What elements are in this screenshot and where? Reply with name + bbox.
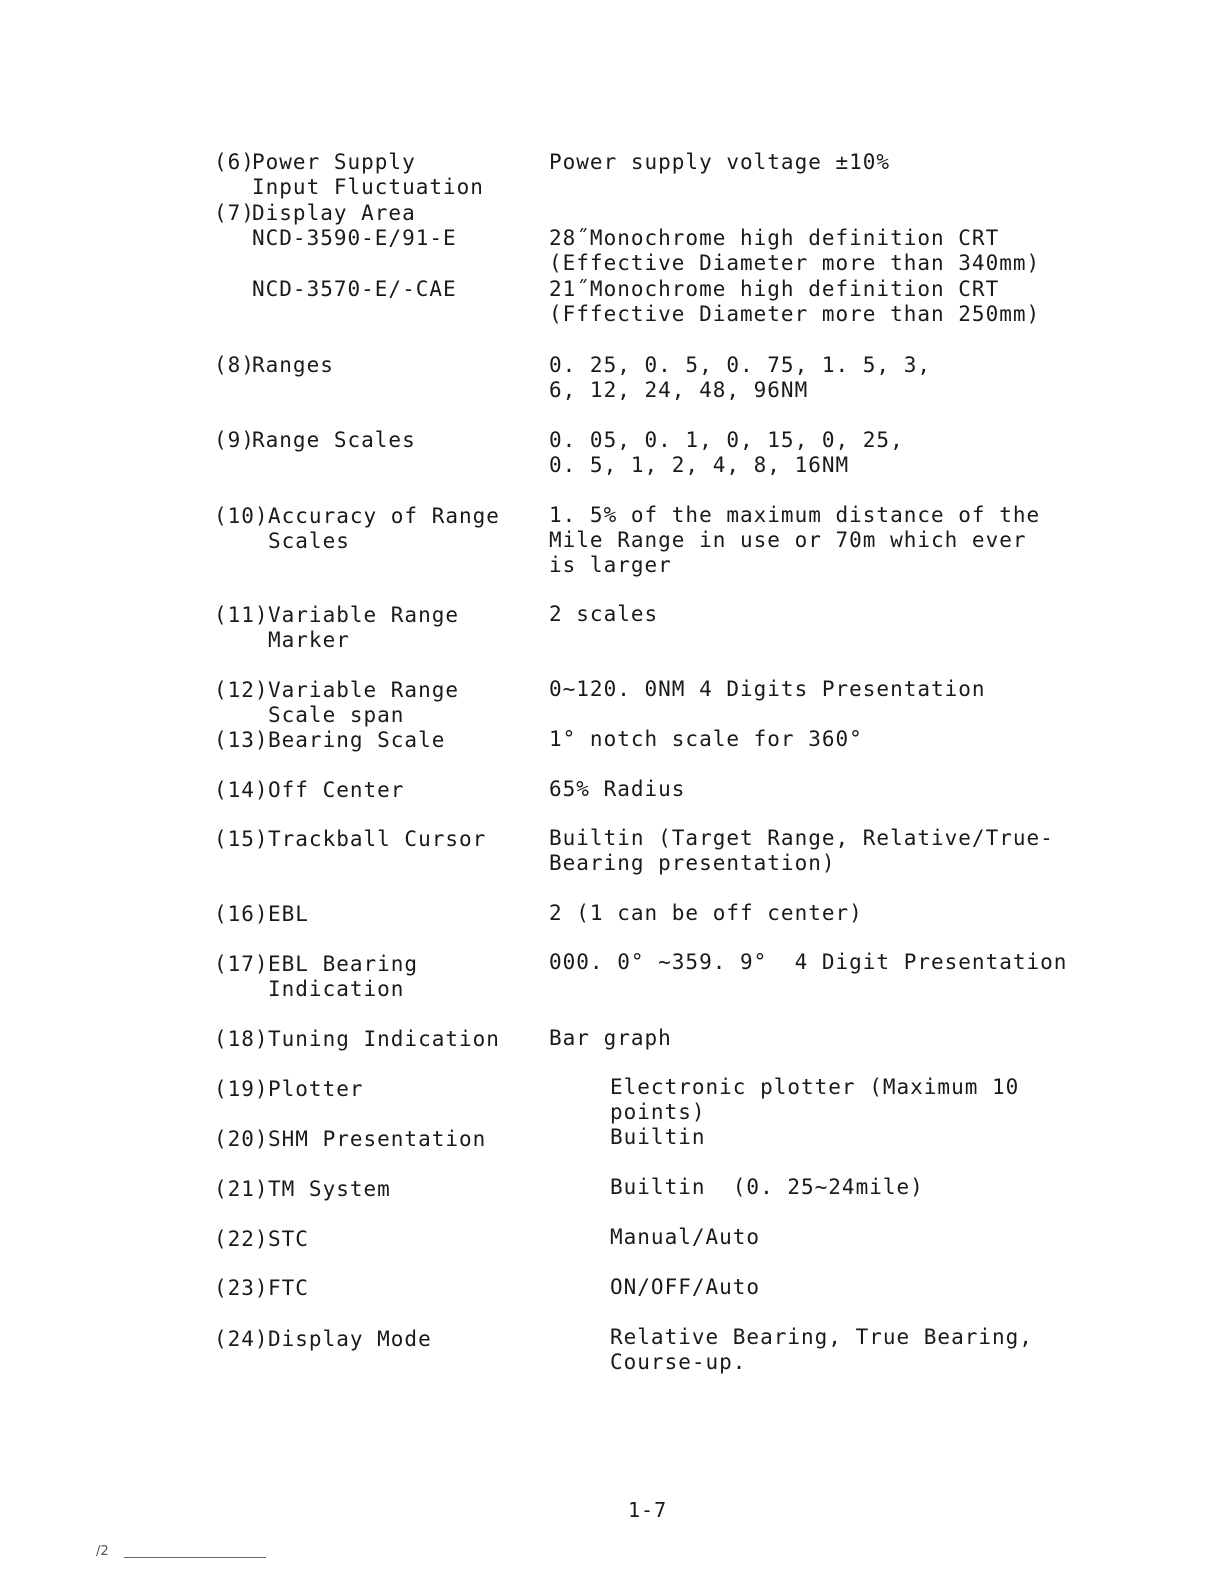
spec-label: Marker [268,628,350,652]
spec-value: Builtin [610,1125,706,1149]
item-number: (18) [214,1027,269,1051]
item-number: (14) [214,778,269,802]
item-number: (21) [214,1177,269,1201]
item-number: (15) [214,827,269,851]
item-number: (7) [214,201,255,225]
spec-value: Course-up. [610,1350,747,1374]
spec-value: 65% Radius [549,777,686,801]
spec-label: NCD-3590-E/91-E [252,226,457,250]
spec-label: NCD-3570-E/-CAE [252,277,457,301]
spec-value: is larger [549,553,672,577]
spec-value: 2 scales [549,602,659,626]
spec-label: Scales [268,529,350,553]
spec-label: Scale span [268,703,405,727]
spec-value: Power supply voltage ±10% [549,150,891,174]
item-number: (16) [214,902,269,926]
spec-value: 21˝Monochrome high definition CRT [549,277,1000,301]
spec-value: 0. 05, 0. 1, 0, 15, 0, 25, [549,428,904,452]
item-number: (23) [214,1276,269,1300]
item-number: (20) [214,1127,269,1151]
spec-value: Electronic plotter (Maximum 10 [610,1075,1020,1099]
spec-value: ON/OFF/Auto [610,1275,761,1299]
corner-mark: /2 [96,1544,109,1559]
item-number: (12) [214,678,269,702]
spec-value: points) [610,1100,706,1124]
spec-value: 1° notch scale for 360° [549,727,863,751]
spec-label: EBL Bearing [268,952,419,976]
spec-value: Bearing presentation) [549,851,836,875]
item-number: (24) [214,1327,269,1351]
page-number: 1-7 [628,1498,668,1522]
spec-label: Plotter [268,1077,364,1101]
spec-label: Variable Range [268,603,460,627]
spec-label: Input Fluctuation [252,175,484,199]
spec-value: 0~120. 0NM 4 Digits Presentation [549,677,986,701]
item-number: (11) [214,603,269,627]
spec-label: Trackball Cursor [268,827,487,851]
corner-rule [124,1557,266,1558]
item-number: (6) [214,150,255,174]
spec-label: TM System [268,1177,391,1201]
spec-value: 000. 0° ~359. 9° 4 Digit Presentation [549,950,1068,974]
item-number: (13) [214,728,269,752]
spec-value: 6, 12, 24, 48, 96NM [549,378,809,402]
spec-value: Bar graph [549,1026,672,1050]
spec-label: Bearing Scale [268,728,446,752]
spec-label: SHM Presentation [268,1127,487,1151]
spec-value: (Effective Diameter more than 340mm) [549,251,1041,275]
spec-value: 1. 5% of the maximum distance of the [549,503,1041,527]
spec-value: Builtin (0. 25~24mile) [610,1175,924,1199]
spec-value: 2 (1 can be off center) [549,901,863,925]
spec-value: Builtin (Target Range, Relative/True- [549,826,1054,850]
item-number: (10) [214,504,269,528]
item-number: (22) [214,1227,269,1251]
item-number: (8) [214,353,255,377]
spec-label: Tuning Indication [268,1027,500,1051]
spec-label: FTC [268,1276,309,1300]
spec-value: 0. 25, 0. 5, 0. 75, 1. 5, 3, [549,353,932,377]
spec-label: Display Area [252,201,416,225]
item-number: (9) [214,428,255,452]
spec-label: Display Mode [268,1327,432,1351]
spec-value: 0. 5, 1, 2, 4, 8, 16NM [549,453,850,477]
spec-label: Indication [268,977,405,1001]
spec-value: (Fffective Diameter more than 250mm) [549,302,1041,326]
spec-label: Variable Range [268,678,460,702]
spec-value: Relative Bearing, True Bearing, [610,1325,1033,1349]
item-number: (17) [214,952,269,976]
spec-value: Manual/Auto [610,1225,761,1249]
spec-label: STC [268,1227,309,1251]
spec-value: Mile Range in use or 70m which ever [549,528,1027,552]
spec-label: Accuracy of Range [268,504,500,528]
spec-label: EBL [268,902,309,926]
spec-value: 28˝Monochrome high definition CRT [549,226,1000,250]
item-number: (19) [214,1077,269,1101]
spec-label: Off Center [268,778,405,802]
spec-label: Range Scales [252,428,416,452]
spec-label: Ranges [252,353,334,377]
spec-label: Power Supply [252,150,416,174]
